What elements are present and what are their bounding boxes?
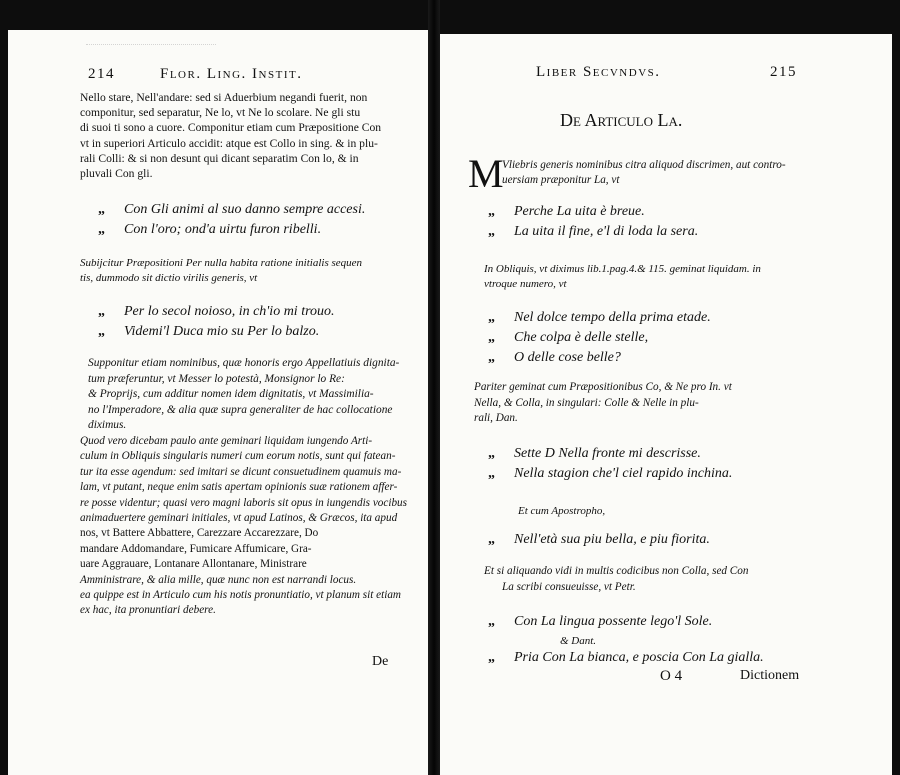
quote-mark: „ <box>488 204 495 219</box>
verse-line <box>488 446 701 462</box>
apostrophe-note: Et cum Apostropho, <box>518 505 606 517</box>
bleed-through-marks <box>86 44 216 55</box>
verse-text: Con Gli animi al suo danno sempre accesi. <box>124 202 366 217</box>
section-title: De Articulo La. <box>560 110 683 130</box>
text-line: rali, Dan. <box>474 412 518 424</box>
verse-text: Perche La uita è breue. <box>514 204 645 219</box>
geminate-paragraph <box>80 434 407 619</box>
verse-text: Che colpa è delle stelle, <box>514 330 649 345</box>
text-line: uare Aggrauare, Lontanare Allontanare, Ministrare <box>80 558 307 571</box>
intro-paragraph <box>502 158 786 188</box>
verse-line <box>488 466 732 482</box>
verse-text: Nel dolce tempo della prima etade. <box>514 310 711 325</box>
text-line: vt in superiori Articulo accidit: atque est Collo in sing. & in plu- <box>80 136 378 150</box>
quote-mark: „ <box>488 614 495 629</box>
verse-line <box>98 222 321 238</box>
quote-mark: „ <box>488 310 495 325</box>
catchword: Dictionem <box>740 668 800 683</box>
text-line: Subijcitur Præpositioni Per nulla habita ratione initialis sequen <box>80 257 363 269</box>
running-head: Liber Secvndvs. <box>536 64 661 80</box>
verse-text: La uita il fine, e'l di loda la sera. <box>514 224 699 239</box>
text-line: lam, vt putant, neque enim satis apertam opinionis suæ rationem affer- <box>80 481 398 494</box>
verse-line <box>488 204 645 220</box>
note-paragraph <box>484 262 761 291</box>
note-paragraph <box>474 380 732 427</box>
verse-text: Pria Con La bianca, e poscia Con La gialla. <box>514 650 764 665</box>
text-line: ex hac, ita pronuntiari debere. <box>80 604 216 617</box>
text-line: La scribi consueuisse, vt Petr. <box>502 580 636 593</box>
verse-text: Nella stagion che'l ciel rapido inchina. <box>514 466 733 481</box>
text-line: nos, vt Battere Abbattere, Carezzare Accarezzare, Do <box>80 527 319 540</box>
text-line: tum præferuntur, vt Messer lo potestà, Monsignor lo Re: <box>88 372 345 385</box>
text-line: vtroque numero, vt <box>484 277 567 290</box>
text-line: Nello stare, Nell'andare: sed si Aduerbium negandi fuerit, non <box>80 91 368 104</box>
honor-paragraph <box>88 356 399 434</box>
text-line: mandare Addomandare, Fumicare Affumicare, Gra- <box>80 542 312 555</box>
intro-paragraph <box>80 90 381 181</box>
quote-mark: „ <box>488 466 495 481</box>
text-line: componitur, sed separatur, Ne lo, vt Ne lo scolare. Ne gli stu <box>80 106 361 120</box>
text-line: rali Colli: & si non desunt qui dicant separatim Con lo, & in <box>80 151 359 165</box>
text-line: Nella, & Colla, in singulari: Colle & Nelle in plu- <box>474 396 699 409</box>
text-line: uersiam præponitur La, vt <box>502 174 620 186</box>
page-number: 214 <box>88 66 115 82</box>
quote-mark: „ <box>488 330 495 345</box>
quote-mark: „ <box>98 304 105 319</box>
quote-mark: „ <box>98 202 105 217</box>
text-line: Pariter geminat cum Præpositionibus Co, & Ne pro In. vt <box>474 381 732 393</box>
verse-text: Con La lingua possente lego'l Sole. <box>514 614 713 629</box>
note-paragraph <box>484 564 748 595</box>
verse-line <box>98 202 365 218</box>
quote-mark: „ <box>488 446 495 461</box>
text-line: Quod vero dicebam paulo ante geminari liquidam iungendo Arti- <box>80 435 373 447</box>
catchword: De <box>372 654 389 669</box>
page-number: 215 <box>770 64 797 80</box>
text-line: re posse videntur; quasi vero magni laboris sit opus in iungendis vocibus <box>80 496 408 509</box>
right-page <box>440 34 892 775</box>
text-line: culum in Obliquis singularis numeri cum eorum notis, sunt qui fatean- <box>80 450 396 463</box>
drop-cap: M <box>468 151 504 196</box>
verse-line <box>488 532 710 548</box>
verse-line <box>488 310 711 326</box>
quote-mark: „ <box>488 350 495 365</box>
note-paragraph <box>80 256 362 285</box>
text-line: di suoi ti sono a cuore. Componitur etiam cum Præpositione Con <box>80 121 382 135</box>
text-line: Supponitur etiam nominibus, quæ honoris ergo Appellatiuis dignita- <box>88 357 400 369</box>
verse-line <box>488 224 698 240</box>
verse-text: O delle cose belle? <box>514 350 621 365</box>
text-line: ea quippe est in Articulo cum his notis pronuntiatio, vt planum sit etiam <box>80 589 402 602</box>
quote-mark: „ <box>488 532 495 547</box>
quote-mark: „ <box>488 650 495 665</box>
verse-text: Sette D Nella fronte mi descrisse. <box>514 446 701 461</box>
verse-text: Per lo secol noioso, in ch'io mi trouo. <box>124 304 335 319</box>
quote-mark: „ <box>488 224 495 239</box>
verse-line <box>488 330 648 346</box>
verse-line <box>98 304 335 320</box>
text-line: tur ita esse agendum: sed imitari se dicunt consuetudinem quamuis ma- <box>80 465 402 478</box>
text-line: Amministrare, & alia mille, quæ nunc non est narrandi locus. <box>80 573 357 586</box>
quote-mark: „ <box>98 222 105 237</box>
text-line: Vliebris generis nominibus citra aliquod discrimen, aut contro- <box>502 159 786 171</box>
text-line: animaduertere geminari initiales, vt apud Latinos, & Græcos, ita apud <box>80 512 398 525</box>
text-line: diximus. <box>88 419 127 432</box>
text-line: In Obliquis, vt diximus lib.1.pag.4.& 115. geminat liquidam. in <box>484 263 761 275</box>
text-line: tis, dummodo sit dictio virilis generis, vt <box>80 271 258 284</box>
running-head: Flor. Ling. Instit. <box>160 66 303 82</box>
text-line: no l'Imperadore, & alia quæ supra generaliter de hac collocatione <box>88 403 393 416</box>
verse-text: Videmi'l Duca mio su Per lo balzo. <box>124 324 320 339</box>
verse-line <box>98 324 319 340</box>
verse-text: Con l'oro; ond'a uirtu furon ribelli. <box>124 222 322 237</box>
dant-note: & Dant. <box>560 635 597 647</box>
verse-line <box>488 614 712 630</box>
verse-line <box>488 350 621 366</box>
book-gutter <box>428 0 440 775</box>
text-line: & Proprijs, cum additur nomen idem dignitatis, vt Massimilia- <box>88 388 374 401</box>
verse-text: Nell'età sua piu bella, e piu fiorita. <box>514 532 710 547</box>
text-line: pluvali Con gli. <box>80 167 153 181</box>
left-page <box>8 30 428 775</box>
text-line: Et si aliquando vidi in multis codicibus non Colla, sed Con <box>484 565 749 577</box>
quote-mark: „ <box>98 324 105 339</box>
signature-mark: O 4 <box>660 668 683 684</box>
verse-line <box>488 650 764 666</box>
